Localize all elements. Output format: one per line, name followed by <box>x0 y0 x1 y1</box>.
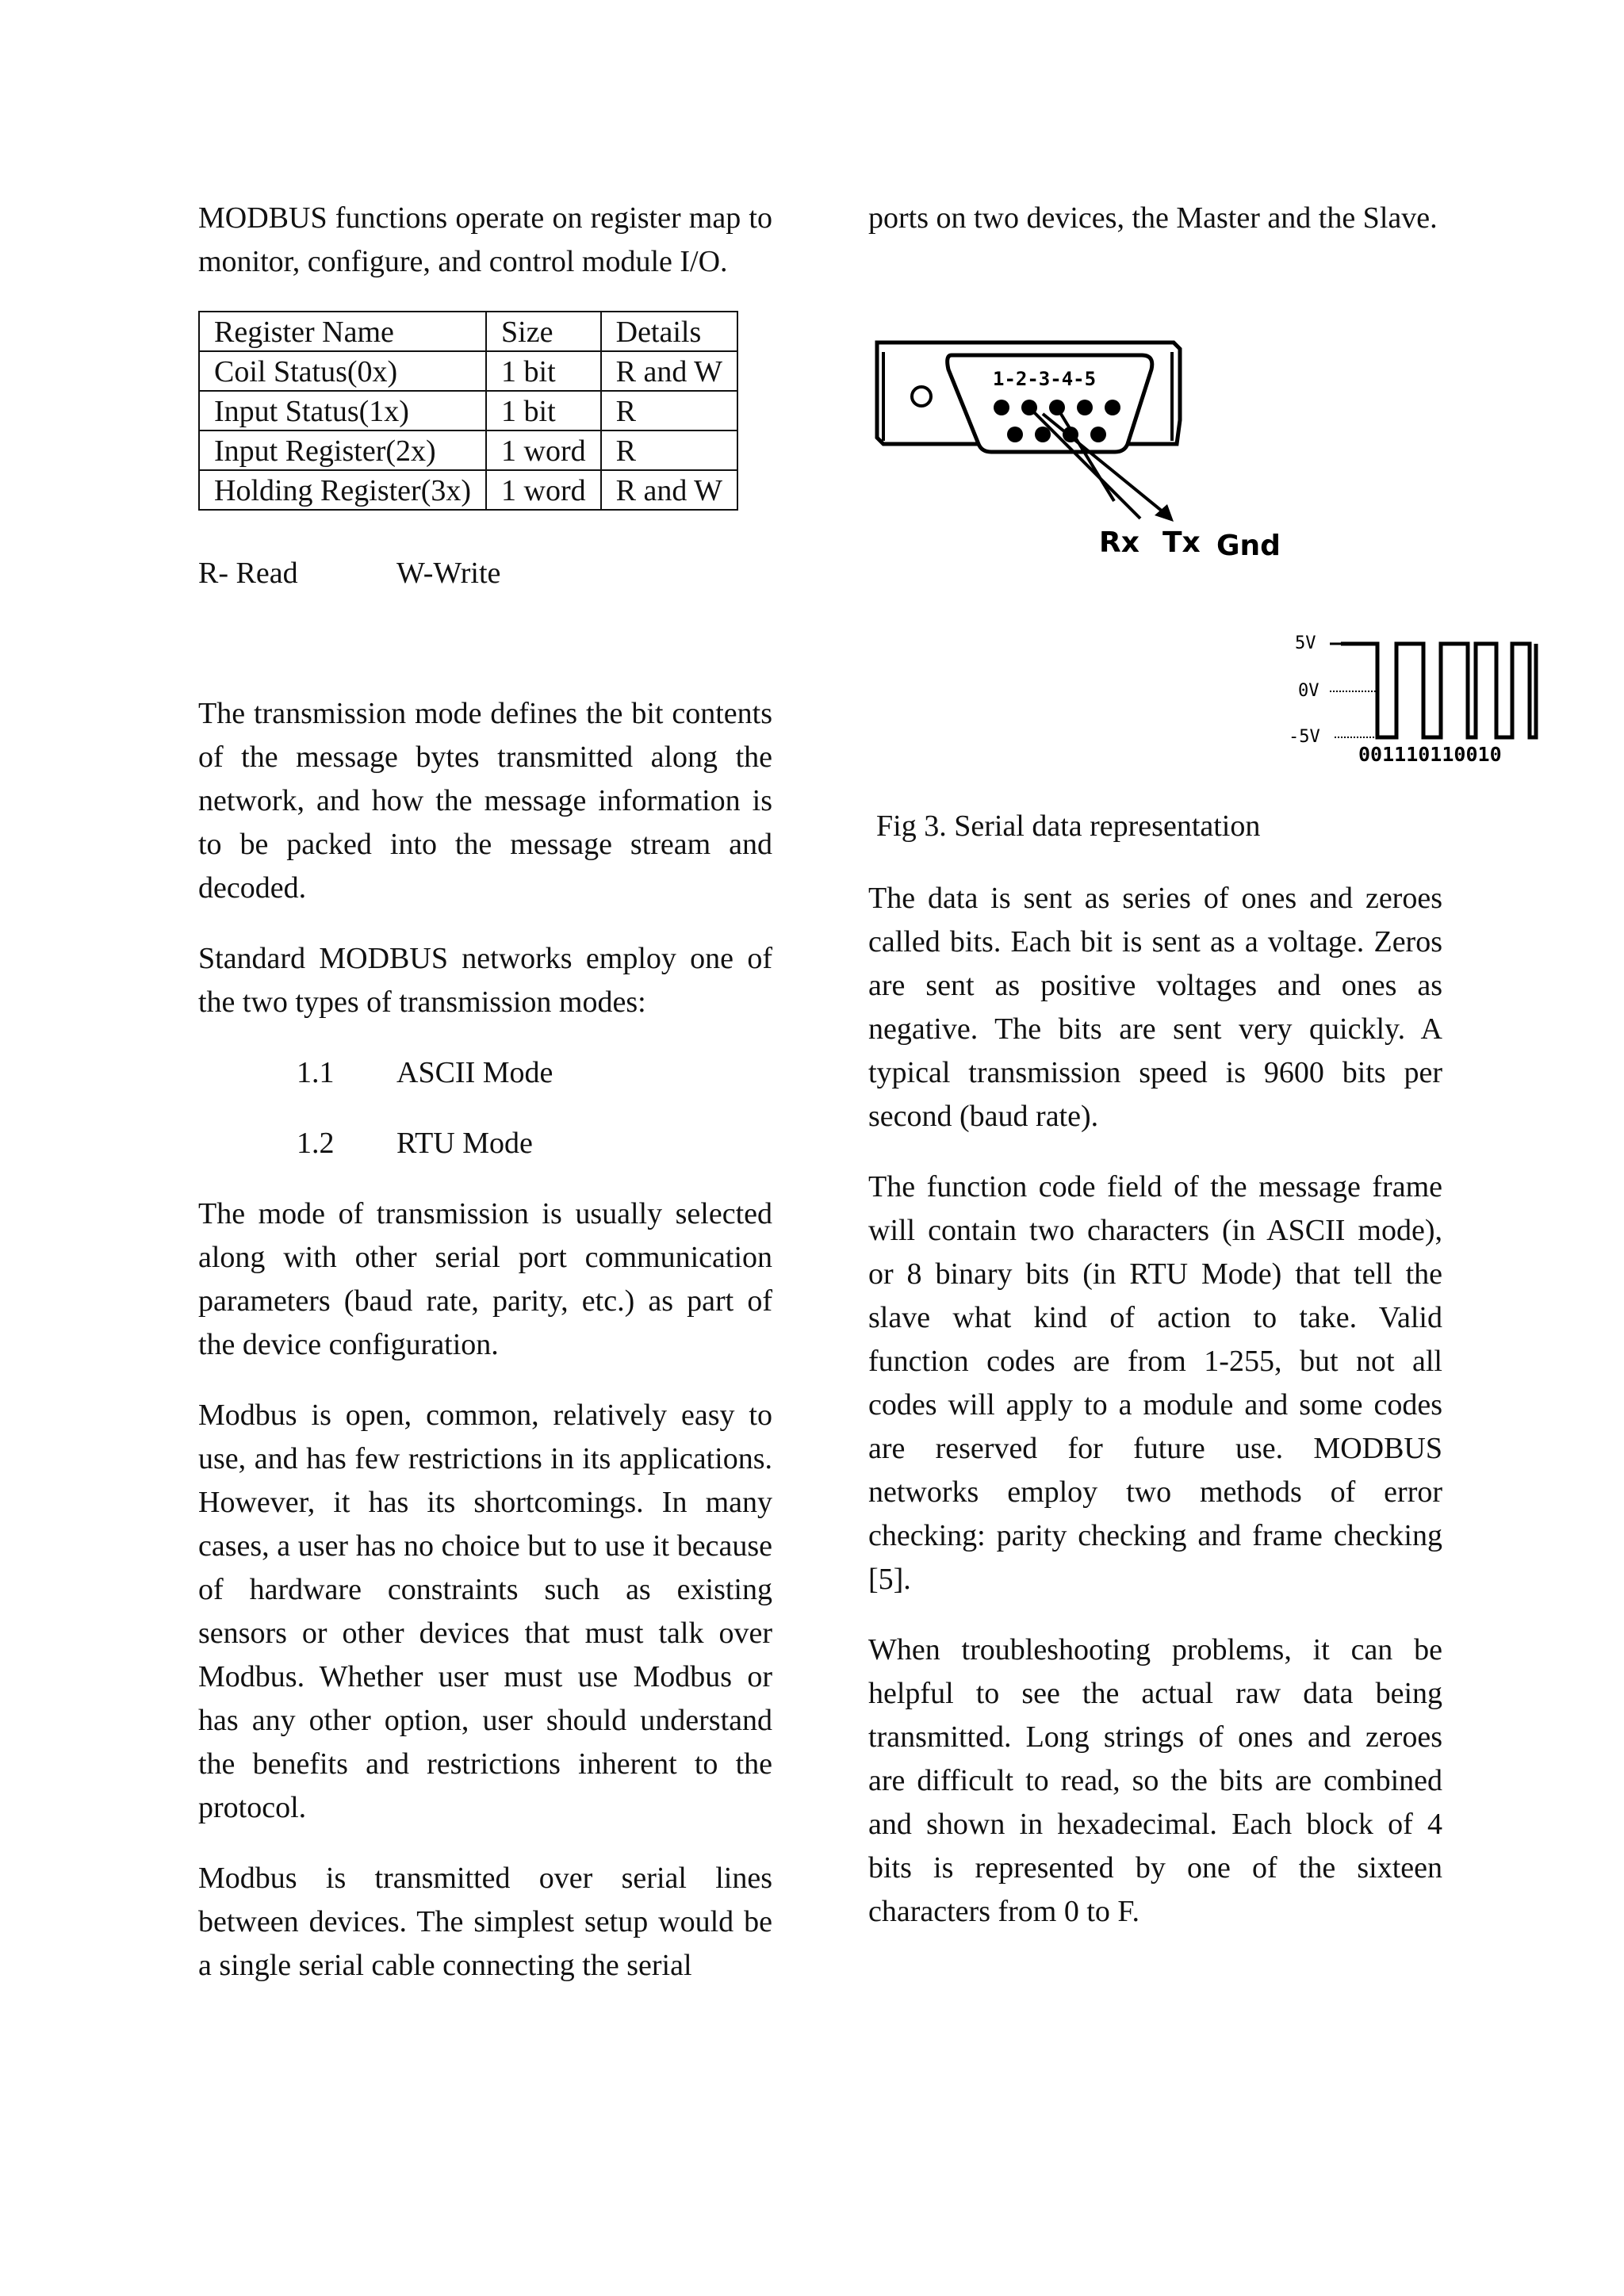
gnd-label: Gnd <box>1216 530 1281 562</box>
data-bits-paragraph: The data is sent as series of ones and zeroes called bits. Each bit is sent as a voltage. Zeros are sent as positive voltages and ones as negative. The bits are sent very quickly. A typical transmission speed is 9600 bits per second (baud rate). <box>868 882 1442 1133</box>
mode-label: ASCII Mode <box>396 1056 553 1089</box>
table-row <box>199 430 737 470</box>
table-cell: Input Status(1x) <box>199 391 486 430</box>
table-row <box>199 391 737 430</box>
tx-label: Tx <box>1162 526 1201 559</box>
table-cell: 1 bit <box>486 391 601 430</box>
legend-write: W-Write <box>396 557 501 590</box>
table-cell: 1 word <box>486 430 601 470</box>
mode-item-rtu <box>198 1122 772 1165</box>
table-cell: R and W <box>601 351 737 391</box>
function-code-paragraph: The function code field of the message frame will contain two characters (in ASCII mode), or 8 binary bits (in RTU Mode) that tell the slave what kind of action to take. Valid function codes are from 1-255, but not all codes will apply to a module and some codes are reserved for future use. MODBUS networks employ two methods of error checking: parity checking and frame checking [5]. <box>868 1170 1442 1596</box>
table-cell: Coil Status(0x) <box>199 351 486 391</box>
table-cell: R and W <box>601 470 737 510</box>
waveform-line <box>1341 644 1536 737</box>
serial-waveform-figure <box>1289 626 1542 769</box>
left-column <box>198 197 772 2015</box>
troubleshooting-paragraph: When troubleshooting problems, it can be helpful to see the actual raw data being transmitted. Long strings of ones and zeroes are difficult to read, so the bits are combined and shown in hexadecimal. Each block of 4 bits is represented by one of the sixteen characters from 0 to F. <box>868 1633 1442 1928</box>
table-row <box>199 470 737 510</box>
ports-paragraph: ports on two devices, the Master and the Slave. <box>868 201 1438 235</box>
rx-label: Rx <box>1099 526 1139 559</box>
mode-number: 1.2 <box>297 1127 335 1160</box>
table-header-row <box>199 312 737 351</box>
table-cell: Holding Register(3x) <box>199 470 486 510</box>
right-column-lower <box>868 805 1442 1961</box>
voltage-low-label: -5V <box>1289 727 1320 747</box>
modbus-open-paragraph: Modbus is open, common, relatively easy to use, and has few restrictions in its applications. However, it has its shortcomings. In many cases, a user has no choice but to use it because of hardware constraints such as existing sensors or other devices that must talk over Modbus. Whether user must use Modbus or has any other option, user should understand the benefits and restrictions inherent to the protocol. <box>198 1399 772 1824</box>
legend-read: R- Read <box>198 557 298 590</box>
table-row <box>199 351 737 391</box>
mode-label: RTU Mode <box>396 1127 533 1160</box>
right-column <box>868 197 1442 267</box>
table-cell: Input Register(2x) <box>199 430 486 470</box>
intro-paragraph: MODBUS functions operate on register map to monitor, configure, and control module I/O. <box>198 201 772 278</box>
screw-hole-icon <box>912 387 931 406</box>
register-table <box>198 311 738 511</box>
table-header-cell: Register Name <box>199 312 486 351</box>
table-cell: R <box>601 391 737 430</box>
mode-number: 1.1 <box>297 1056 335 1089</box>
bit-sequence: 001110110010 <box>1358 743 1502 766</box>
serial-connector-figure <box>872 325 1293 563</box>
figure-caption: Fig 3. Serial data representation <box>876 809 1261 843</box>
table-header-cell: Details <box>601 312 737 351</box>
table-cell: 1 bit <box>486 351 601 391</box>
read-write-legend <box>198 552 772 595</box>
table-cell: R <box>601 430 737 470</box>
standard-modes-paragraph: Standard MODBUS networks employ one of the two types of transmission modes: <box>198 942 772 1019</box>
transmission-paragraph: The transmission mode defines the bit contents of the message bytes transmitted along the network, and how the message information is to be packed into the message stream and decoded. <box>198 697 772 905</box>
table-header-cell: Size <box>486 312 601 351</box>
pin-labels: 1-2-3-4-5 <box>993 368 1097 390</box>
mode-item-ascii <box>198 1051 772 1095</box>
voltage-high-label: 5V <box>1295 633 1316 653</box>
table-cell: 1 word <box>486 470 601 510</box>
mode-selection-paragraph: The mode of transmission is usually selected along with other serial port communication parameters (baud rate, parity, etc.) as part of the device configuration. <box>198 1197 772 1361</box>
voltage-zero-label: 0V <box>1298 681 1320 701</box>
serial-lines-paragraph: Modbus is transmitted over serial lines between devices. The simplest setup would be a single serial cable connecting the serial <box>198 1862 772 1982</box>
